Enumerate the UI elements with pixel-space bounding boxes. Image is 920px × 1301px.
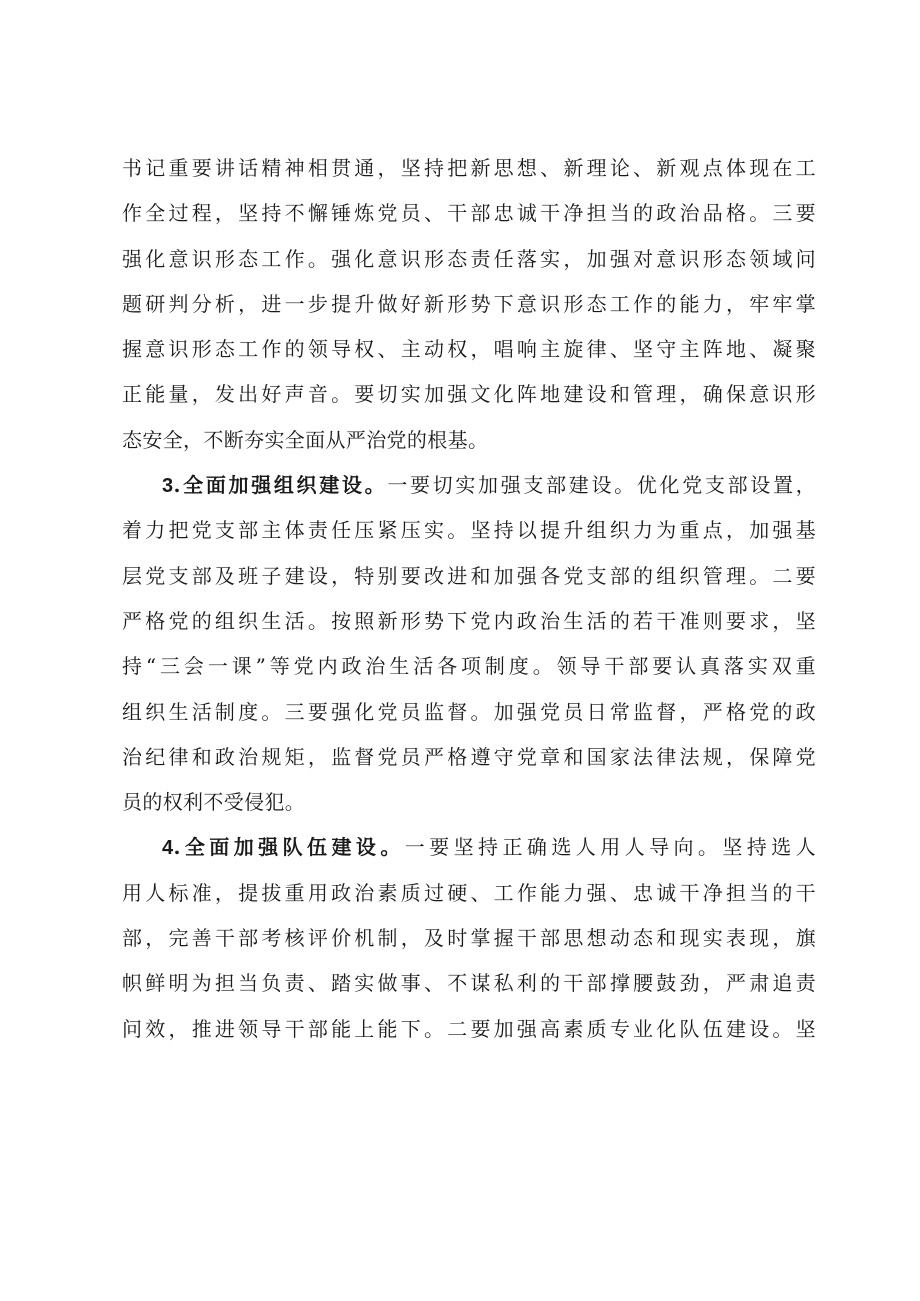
text-line: 部，完善干部考核评价机制，及时掌握干部思想动态和现实表现，旗 <box>122 926 816 951</box>
text-line: 治纪律和政治规矩，监督党员严格遵守党章和国家法律法规，保障党 <box>122 744 816 769</box>
text-line: 员的权利不受侵犯。 <box>122 790 306 815</box>
text-line: 强化意识形态工作。强化意识形态责任落实，加强对意识形态领域问 <box>122 246 816 271</box>
text-line: 着力把党支部主体责任压紧压实。坚持以提升组织力为重点，加强基 <box>122 518 816 543</box>
text-line: 作全过程，坚持不懈锤炼党员、干部忠诚干净担当的政治品格。三要 <box>122 201 816 226</box>
text-line: 严格党的组织生活。按照新形势下党内政治生活的若干准则要求，坚 <box>122 608 816 633</box>
section-number: 3 <box>162 475 174 498</box>
text-line: 层党支部及班子建设，特别要改进和加强各党支部的组织管理。二要 <box>122 563 816 588</box>
text-line: 问效，推进领导干部能上能下。二要加强高素质专业化队伍建设。坚 <box>122 1016 816 1041</box>
text-line: 态安全，不断夯实全面从严治党的根基。 <box>122 427 489 452</box>
paragraph-ideology <box>122 146 816 463</box>
section-heading: .全面加强队伍建设。 <box>173 835 405 860</box>
section-4-first-line <box>122 825 816 870</box>
section-heading: .全面加强组织建设。 <box>173 473 388 498</box>
section-3-first-line <box>122 463 816 508</box>
text-line: 握意识形态工作的领导权、主动权，唱响主旋律、坚守主阵地、凝聚 <box>122 337 816 362</box>
text-line: 持“三会一课”等党内政治生活各项制度。领导干部要认真落实双重 <box>122 654 816 679</box>
text-line: 组织生活制度。三要强化党员监督。加强党员日常监督，严格党的政 <box>122 699 816 724</box>
document-page <box>122 146 816 1052</box>
section-number: 4 <box>162 837 174 860</box>
section-text: 一要坚持正确选人用人导向。坚持选人 <box>404 835 817 860</box>
text-line: 正能量，发出好声音。要切实加强文化阵地建设和管理，确保意识形 <box>122 382 816 407</box>
section-text: 一要切实加强支部建设。优化党支部设置， <box>387 473 816 498</box>
text-line: 题研判分析，进一步提升做好新形势下意识形态工作的能力，牢牢掌 <box>122 291 816 316</box>
text-line: 书记重要讲话精神相贯通，坚持把新思想、新理论、新观点体现在工 <box>122 156 816 180</box>
text-line: 帜鲜明为担当负责、踏实做事、不谋私利的干部撑腰鼓劲，严肃追责 <box>122 971 816 996</box>
paragraph-team <box>122 825 816 1051</box>
text-line: 用人标准，提拔重用政治素质过硬、工作能力强、忠诚干净担当的干 <box>122 880 816 905</box>
paragraph-organization <box>122 463 816 825</box>
